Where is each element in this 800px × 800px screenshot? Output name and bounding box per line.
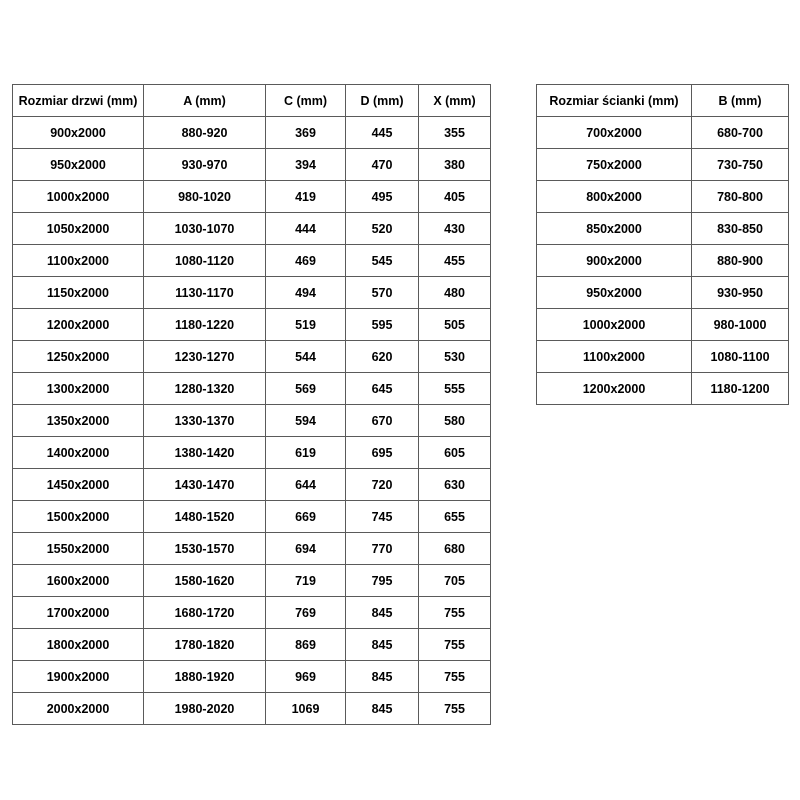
cell-wall-size: 900x2000 [537, 245, 692, 277]
cell-a: 1530-1570 [144, 533, 266, 565]
cell-a: 1130-1170 [144, 277, 266, 309]
cell-x: 505 [419, 309, 491, 341]
wall-size-table [536, 84, 789, 405]
cell-a: 1880-1920 [144, 661, 266, 693]
cell-c: 494 [266, 277, 346, 309]
cell-x: 755 [419, 629, 491, 661]
table-row [537, 117, 789, 149]
cell-d: 620 [346, 341, 419, 373]
cell-wall-size: 1200x2000 [537, 373, 692, 405]
cell-c: 519 [266, 309, 346, 341]
cell-x: 555 [419, 373, 491, 405]
column-header-a: A (mm) [144, 85, 266, 117]
cell-a: 1780-1820 [144, 629, 266, 661]
cell-x: 755 [419, 597, 491, 629]
cell-b: 680-700 [692, 117, 789, 149]
table-row [13, 533, 491, 565]
cell-door-size: 1450x2000 [13, 469, 144, 501]
cell-x: 655 [419, 501, 491, 533]
cell-a: 930-970 [144, 149, 266, 181]
cell-door-size: 1500x2000 [13, 501, 144, 533]
doors-size-table [12, 84, 491, 725]
cell-x: 405 [419, 181, 491, 213]
cell-x: 355 [419, 117, 491, 149]
cell-a: 1230-1270 [144, 341, 266, 373]
cell-door-size: 1900x2000 [13, 661, 144, 693]
table-row [13, 597, 491, 629]
cell-b: 1180-1200 [692, 373, 789, 405]
cell-d: 670 [346, 405, 419, 437]
table-row [537, 309, 789, 341]
cell-door-size: 2000x2000 [13, 693, 144, 725]
cell-d: 520 [346, 213, 419, 245]
cell-a: 1580-1620 [144, 565, 266, 597]
cell-b: 830-850 [692, 213, 789, 245]
table-row [537, 149, 789, 181]
table-row [13, 117, 491, 149]
cell-wall-size: 750x2000 [537, 149, 692, 181]
table-row [13, 565, 491, 597]
table-row [13, 693, 491, 725]
cell-c: 869 [266, 629, 346, 661]
cell-b: 1080-1100 [692, 341, 789, 373]
cell-wall-size: 1100x2000 [537, 341, 692, 373]
cell-a: 1330-1370 [144, 405, 266, 437]
table-row [537, 277, 789, 309]
column-header-c: C (mm) [266, 85, 346, 117]
cell-c: 394 [266, 149, 346, 181]
cell-door-size: 1300x2000 [13, 373, 144, 405]
table-row [13, 629, 491, 661]
cell-c: 469 [266, 245, 346, 277]
cell-c: 969 [266, 661, 346, 693]
cell-door-size: 1150x2000 [13, 277, 144, 309]
cell-a: 1280-1320 [144, 373, 266, 405]
cell-d: 645 [346, 373, 419, 405]
cell-d: 770 [346, 533, 419, 565]
cell-door-size: 1100x2000 [13, 245, 144, 277]
table-row [13, 277, 491, 309]
cell-b: 980-1000 [692, 309, 789, 341]
cell-d: 845 [346, 597, 419, 629]
cell-d: 845 [346, 661, 419, 693]
cell-c: 694 [266, 533, 346, 565]
cell-c: 569 [266, 373, 346, 405]
cell-x: 705 [419, 565, 491, 597]
column-header-door-size: Rozmiar drzwi (mm) [13, 85, 144, 117]
cell-b: 730-750 [692, 149, 789, 181]
cell-a: 1380-1420 [144, 437, 266, 469]
column-header-wall-size: Rozmiar ścianki (mm) [537, 85, 692, 117]
table-row [13, 181, 491, 213]
cell-x: 380 [419, 149, 491, 181]
cell-door-size: 950x2000 [13, 149, 144, 181]
cell-wall-size: 950x2000 [537, 277, 692, 309]
cell-x: 755 [419, 661, 491, 693]
cell-d: 495 [346, 181, 419, 213]
cell-x: 430 [419, 213, 491, 245]
cell-c: 419 [266, 181, 346, 213]
cell-a: 1480-1520 [144, 501, 266, 533]
cell-a: 1030-1070 [144, 213, 266, 245]
cell-door-size: 1200x2000 [13, 309, 144, 341]
cell-d: 745 [346, 501, 419, 533]
cell-c: 669 [266, 501, 346, 533]
cell-d: 545 [346, 245, 419, 277]
table-row [13, 501, 491, 533]
table-row [13, 149, 491, 181]
cell-a: 1680-1720 [144, 597, 266, 629]
cell-a: 980-1020 [144, 181, 266, 213]
cell-door-size: 1800x2000 [13, 629, 144, 661]
table-row [537, 341, 789, 373]
table-row [537, 181, 789, 213]
cell-x: 755 [419, 693, 491, 725]
table-row [13, 661, 491, 693]
cell-x: 605 [419, 437, 491, 469]
doors-size-table-container [12, 84, 491, 725]
cell-a: 1180-1220 [144, 309, 266, 341]
table-row [13, 341, 491, 373]
table-row [13, 405, 491, 437]
table-row [13, 245, 491, 277]
column-header-d: D (mm) [346, 85, 419, 117]
cell-a: 1980-2020 [144, 693, 266, 725]
cell-wall-size: 700x2000 [537, 117, 692, 149]
table-row [13, 309, 491, 341]
table-header-row [537, 85, 789, 117]
cell-x: 580 [419, 405, 491, 437]
cell-door-size: 1400x2000 [13, 437, 144, 469]
cell-d: 470 [346, 149, 419, 181]
cell-d: 595 [346, 309, 419, 341]
cell-c: 544 [266, 341, 346, 373]
cell-x: 630 [419, 469, 491, 501]
table-row [13, 437, 491, 469]
cell-c: 719 [266, 565, 346, 597]
cell-x: 680 [419, 533, 491, 565]
table-row [537, 213, 789, 245]
cell-b: 880-900 [692, 245, 789, 277]
cell-door-size: 1550x2000 [13, 533, 144, 565]
column-header-x: X (mm) [419, 85, 491, 117]
table-row [13, 373, 491, 405]
cell-door-size: 1250x2000 [13, 341, 144, 373]
cell-wall-size: 800x2000 [537, 181, 692, 213]
cell-x: 480 [419, 277, 491, 309]
column-header-b: B (mm) [692, 85, 789, 117]
cell-x: 530 [419, 341, 491, 373]
cell-a: 880-920 [144, 117, 266, 149]
table-row [13, 469, 491, 501]
cell-c: 369 [266, 117, 346, 149]
cell-wall-size: 850x2000 [537, 213, 692, 245]
cell-door-size: 900x2000 [13, 117, 144, 149]
table-row [13, 213, 491, 245]
cell-d: 845 [346, 629, 419, 661]
cell-d: 695 [346, 437, 419, 469]
cell-d: 795 [346, 565, 419, 597]
cell-door-size: 1700x2000 [13, 597, 144, 629]
cell-a: 1080-1120 [144, 245, 266, 277]
cell-x: 455 [419, 245, 491, 277]
cell-c: 619 [266, 437, 346, 469]
cell-door-size: 1600x2000 [13, 565, 144, 597]
cell-wall-size: 1000x2000 [537, 309, 692, 341]
table-row [537, 373, 789, 405]
cell-d: 845 [346, 693, 419, 725]
cell-b: 780-800 [692, 181, 789, 213]
cell-a: 1430-1470 [144, 469, 266, 501]
cell-c: 769 [266, 597, 346, 629]
cell-c: 444 [266, 213, 346, 245]
cell-d: 570 [346, 277, 419, 309]
wall-size-table-container [536, 84, 789, 405]
cell-d: 720 [346, 469, 419, 501]
cell-d: 445 [346, 117, 419, 149]
table-header-row [13, 85, 491, 117]
cell-b: 930-950 [692, 277, 789, 309]
cell-c: 1069 [266, 693, 346, 725]
cell-door-size: 1050x2000 [13, 213, 144, 245]
table-row [537, 245, 789, 277]
cell-door-size: 1350x2000 [13, 405, 144, 437]
cell-door-size: 1000x2000 [13, 181, 144, 213]
cell-c: 644 [266, 469, 346, 501]
cell-c: 594 [266, 405, 346, 437]
